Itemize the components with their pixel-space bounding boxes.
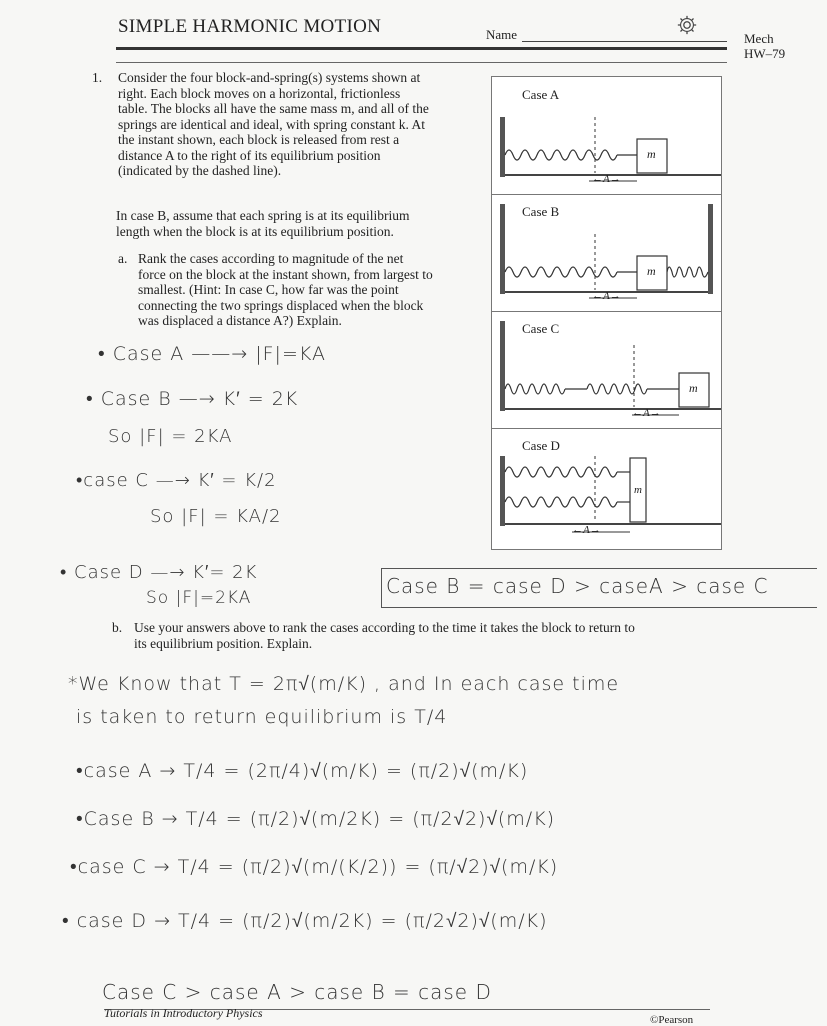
- text-line: Rank the cases according to magnitude of the net: [138, 251, 404, 266]
- header-rule-thin: [116, 62, 727, 63]
- answer-b-case-b: •Case B → T/4 = (π/2)√(m/2K) = (π/2√2)√(m/K): [76, 808, 556, 830]
- part-b-text: [134, 620, 734, 651]
- spring-systems-figure: [491, 76, 722, 550]
- answer-b-case-c: •case C → T/4 = (π/2)√(m/(K/2)) = (π/√2)√(m/K): [70, 856, 559, 878]
- name-label: Name: [486, 27, 518, 42]
- case-label: Case C: [522, 321, 560, 336]
- footer-book-title: Tutorials in Introductory Physics: [104, 1006, 263, 1020]
- displacement-label: ←A→: [632, 407, 661, 419]
- text-line: was displaced a distance A?) Explain.: [138, 313, 342, 328]
- case-d-diagram: [492, 428, 721, 545]
- text-line: connecting the two springs displaced when the block: [138, 297, 424, 313]
- answer-a-result: Case B = case D > caseA > case C: [386, 574, 769, 598]
- case-label: Case B: [522, 204, 560, 219]
- text-line: force on the block at the instant shown, from largest to: [138, 266, 433, 282]
- course-label: [744, 31, 785, 61]
- answer-b-line1: *We Know that T = 2π√(m/K) , and In each case time: [68, 673, 620, 695]
- mass-label: m: [689, 381, 698, 395]
- header-rule: [116, 47, 727, 50]
- part-a-text: [138, 251, 483, 329]
- question-number: 1.: [92, 70, 103, 85]
- displacement-label: ←A→: [572, 524, 601, 536]
- mass-label: m: [647, 264, 656, 278]
- part-b-letter: b.: [112, 620, 123, 635]
- page-title: SIMPLE HARMONIC MOTION: [118, 16, 382, 37]
- text-line: length when the block is at its equilibrium position.: [116, 223, 394, 239]
- case-b-diagram: [492, 194, 721, 312]
- mass-label: m: [647, 147, 656, 161]
- text-line: the instant shown, each block is released from rest a: [118, 132, 400, 147]
- text-line: In case B, assume that each spring is at its equilibrium: [116, 208, 410, 223]
- text-line: right. Each block moves on a horizontal, frictionless: [118, 85, 401, 101]
- displacement-label: ←A→: [592, 290, 621, 302]
- case-c-drawing: [492, 311, 721, 428]
- text-line: table. The blocks all have the same mass m, and all of the: [118, 101, 429, 116]
- hw-number: HW–79: [744, 46, 786, 61]
- case-c-diagram: [492, 311, 721, 429]
- name-field-line: [522, 41, 727, 42]
- text-line: Consider the four block-and-spring(s) systems shown at: [118, 70, 421, 85]
- case-label: Case A: [522, 87, 560, 102]
- answer-b-case-d: • case D → T/4 = (π/2)√(m/2K) = (π/2√2)√(m/K): [62, 910, 548, 932]
- answer-a-line6: • Case D —→ K′= 2K: [60, 562, 258, 583]
- answer-b-line2: is taken to return equilibrium is T/4: [76, 706, 448, 728]
- mass-label: m: [634, 484, 642, 496]
- case-a-diagram: [492, 77, 721, 195]
- text-line: its equilibrium position. Explain.: [134, 635, 313, 651]
- answer-b-final: Case C > case A > case B = case D: [102, 980, 492, 1004]
- answer-a-line5: So |F| = KA/2: [150, 506, 282, 527]
- answer-a-line7: So |F|=2KA: [146, 588, 252, 608]
- course-name: Mech: [744, 31, 774, 46]
- case-label: Case D: [522, 438, 560, 453]
- text-line: (indicated by the dashed line).: [118, 163, 282, 178]
- text-line: smallest. (Hint: In case C, how far was the point: [138, 282, 399, 297]
- answer-a-line3: So |F| = 2KA: [108, 426, 233, 447]
- text-line: distance A to the right of its equilibrium position: [118, 147, 381, 163]
- answer-b-case-a: •case A → T/4 = (2π/4)√(m/K) = (π/2)√(m/K): [76, 760, 529, 782]
- question-note: [116, 208, 486, 239]
- gear-icon[interactable]: [676, 14, 698, 36]
- part-a-letter: a.: [118, 251, 128, 266]
- footer-publisher: ©Pearson: [650, 1014, 694, 1026]
- displacement-label: ←A→: [592, 173, 621, 185]
- answer-a-line2: • Case B —→ K′ = 2K: [86, 388, 299, 410]
- question-intro: [118, 70, 488, 179]
- case-d-drawing: [492, 428, 721, 549]
- answer-a-line4: •case C —→ K′ = K/2: [76, 470, 277, 491]
- answer-a-line1: • Case A ——→ |F|=KA: [98, 343, 326, 365]
- text-line: springs are identical and ideal, with spring constant k. At: [118, 116, 426, 132]
- text-line: Use your answers above to rank the cases according to the time it takes the block to return to: [134, 620, 635, 635]
